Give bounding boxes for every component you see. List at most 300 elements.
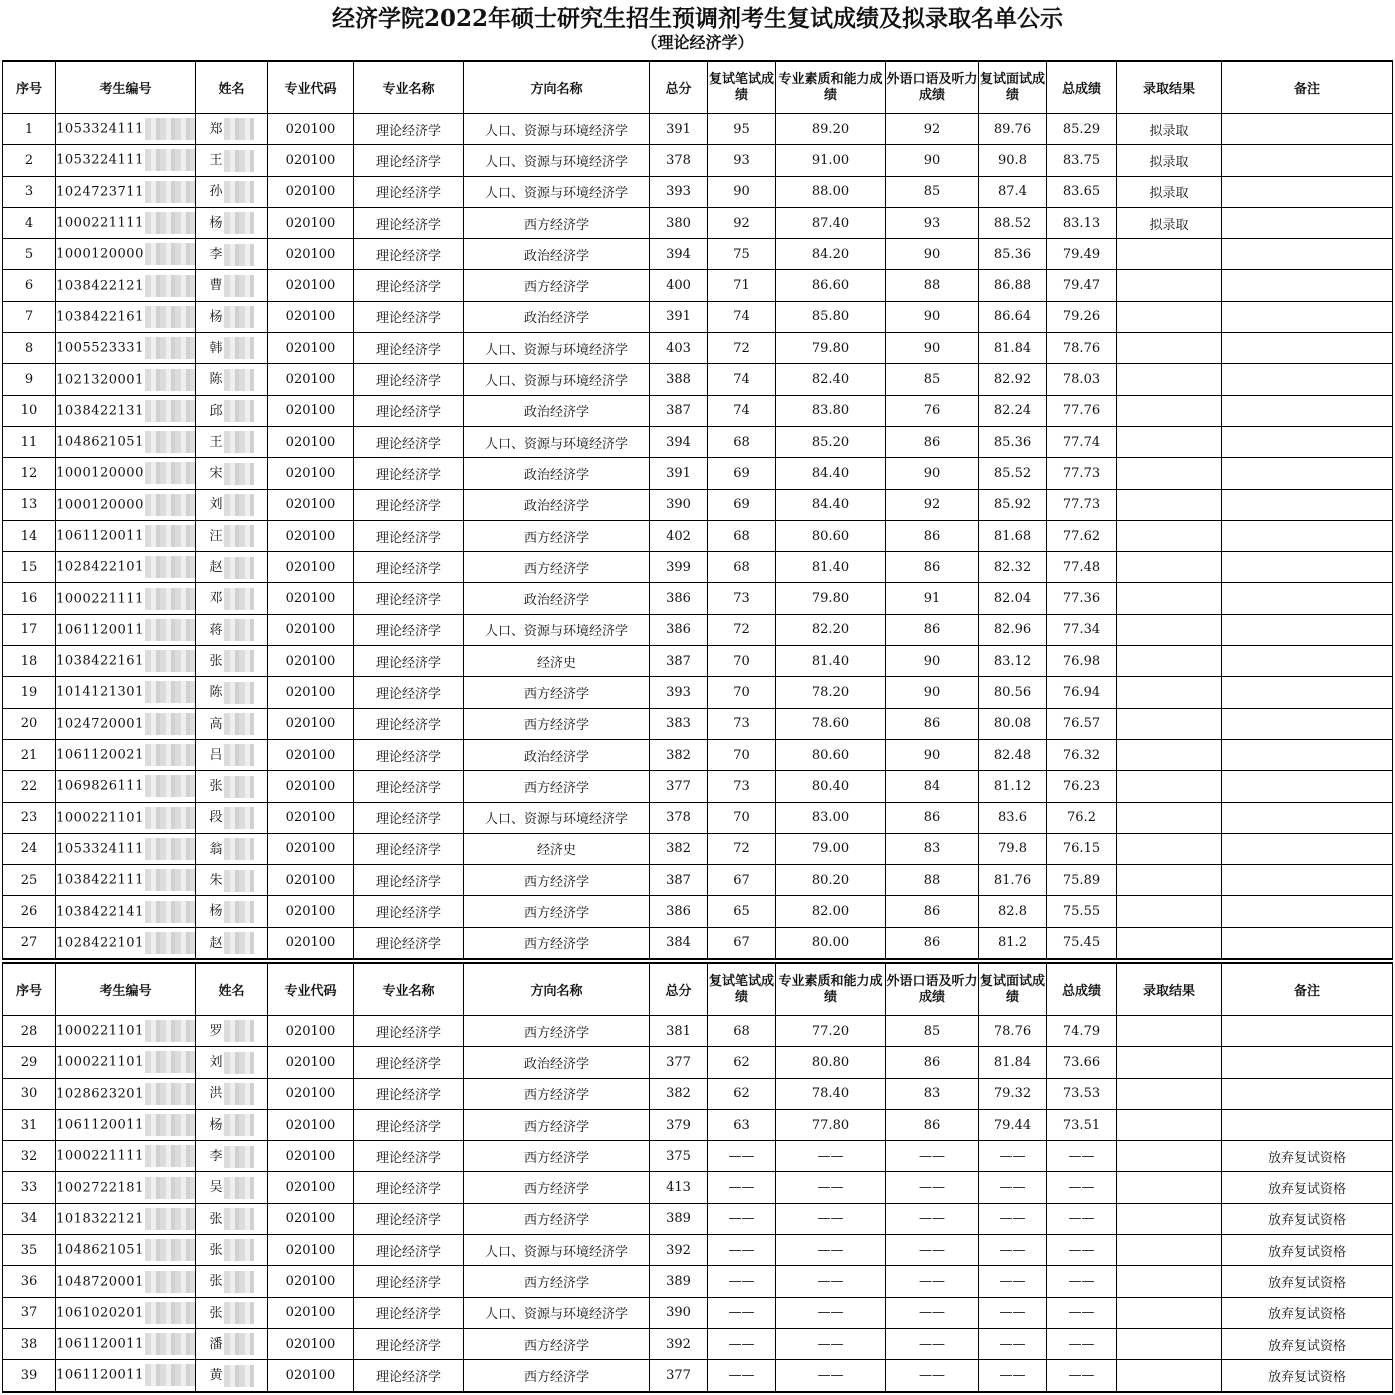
cell-total-score: 377 — [650, 771, 708, 802]
cell-major-code: 020100 — [268, 239, 354, 270]
redaction-mask — [224, 181, 254, 203]
cell-direction: 政治经济学 — [464, 239, 650, 270]
cell-ability-score: 80.20 — [776, 865, 886, 896]
table-row — [3, 896, 1393, 927]
header-row — [3, 963, 1393, 1016]
cell-direction: 人口、资源与环境经济学 — [464, 614, 650, 645]
cell-admission-result — [1117, 395, 1222, 426]
cell-oral-score: 85 — [886, 176, 979, 207]
cell-direction: 政治经济学 — [464, 395, 650, 426]
cell-total-score: 394 — [650, 239, 708, 270]
cell-major-name: 理论经济学 — [354, 833, 464, 864]
cell-interview-score: 81.76 — [979, 865, 1047, 896]
cell-major-code: 020100 — [268, 364, 354, 395]
cell-total-score: 392 — [650, 1235, 708, 1266]
cell-admission-result: 拟录取 — [1117, 207, 1222, 238]
cell-name: 郑 — [196, 114, 268, 145]
cell-total-score: 400 — [650, 270, 708, 301]
cell-direction: 人口、资源与环境经济学 — [464, 364, 650, 395]
cell-name: 李 — [196, 239, 268, 270]
cell-written-score: 70 — [708, 677, 776, 708]
cell-admission-result — [1117, 802, 1222, 833]
cell-ability-score: —— — [776, 1172, 886, 1203]
cell-major-code: 020100 — [268, 646, 354, 677]
cell-ability-score: 85.20 — [776, 426, 886, 457]
cell-major-code: 020100 — [268, 1047, 354, 1078]
cell-ability-score: 80.60 — [776, 520, 886, 551]
cell-oral-score: 90 — [886, 301, 979, 332]
cell-oral-score: 92 — [886, 114, 979, 145]
redaction-mask — [224, 369, 254, 391]
header-admission-result: 录取结果 — [1117, 963, 1222, 1016]
cell-final-score: 77.48 — [1047, 552, 1117, 583]
cell-name: 张 — [196, 1235, 268, 1266]
redaction-mask — [145, 1208, 195, 1230]
cell-written-score: —— — [708, 1235, 776, 1266]
redaction-mask — [145, 494, 195, 516]
redaction-mask — [145, 1333, 195, 1355]
cell-written-score: 70 — [708, 802, 776, 833]
cell-oral-score: 90 — [886, 458, 979, 489]
redaction-mask — [145, 1239, 195, 1261]
cell-admission-result — [1117, 677, 1222, 708]
cell-written-score: 73 — [708, 583, 776, 614]
cell-final-score: —— — [1047, 1360, 1117, 1392]
redaction-mask — [145, 1364, 195, 1386]
cell-seq: 6 — [3, 270, 56, 301]
cell-candidate-id: 1000120000 — [56, 239, 196, 270]
score-table-part-2 — [2, 962, 1393, 1393]
cell-name: 孙 — [196, 176, 268, 207]
cell-final-score: 76.57 — [1047, 708, 1117, 739]
cell-candidate-id: 1038422161 — [56, 646, 196, 677]
cell-interview-score: 78.76 — [979, 1016, 1047, 1047]
redaction-mask — [224, 650, 254, 672]
cell-candidate-id: 1038422131 — [56, 395, 196, 426]
cell-written-score: —— — [708, 1297, 776, 1328]
redaction-mask — [145, 1302, 195, 1324]
redaction-mask — [224, 212, 254, 234]
cell-candidate-id: 1048720001 — [56, 1266, 196, 1297]
redaction-mask — [145, 775, 195, 797]
cell-direction: 西方经济学 — [464, 1141, 650, 1172]
cell-major-code: 020100 — [268, 333, 354, 364]
cell-admission-result — [1117, 739, 1222, 770]
redaction-mask — [145, 1145, 195, 1167]
cell-major-name: 理论经济学 — [354, 145, 464, 176]
cell-seq: 1 — [3, 114, 56, 145]
header-final-score: 总成绩 — [1047, 61, 1117, 114]
cell-ability-score: 77.20 — [776, 1016, 886, 1047]
cell-remark — [1222, 833, 1393, 864]
cell-candidate-id: 1028422101 — [56, 927, 196, 959]
cell-total-score: 392 — [650, 1328, 708, 1359]
cell-direction: 西方经济学 — [464, 520, 650, 551]
header-direction: 方向名称 — [464, 61, 650, 114]
cell-total-score: 387 — [650, 865, 708, 896]
table-row — [3, 708, 1393, 739]
cell-seq: 37 — [3, 1297, 56, 1328]
cell-candidate-id: 1053324111 — [56, 114, 196, 145]
cell-seq: 19 — [3, 677, 56, 708]
table-row — [3, 677, 1393, 708]
cell-major-code: 020100 — [268, 771, 354, 802]
cell-total-score: 389 — [650, 1203, 708, 1234]
cell-total-score: 378 — [650, 145, 708, 176]
cell-oral-score: 93 — [886, 207, 979, 238]
redaction-mask — [224, 1208, 254, 1230]
cell-major-name: 理论经济学 — [354, 270, 464, 301]
cell-oral-score: 88 — [886, 270, 979, 301]
redaction-mask — [145, 1083, 195, 1105]
cell-seq: 25 — [3, 865, 56, 896]
cell-written-score: 73 — [708, 771, 776, 802]
cell-direction: 西方经济学 — [464, 1109, 650, 1140]
cell-seq: 16 — [3, 583, 56, 614]
cell-oral-score: 85 — [886, 364, 979, 395]
cell-interview-score: 87.4 — [979, 176, 1047, 207]
cell-name: 张 — [196, 771, 268, 802]
cell-major-code: 020100 — [268, 458, 354, 489]
cell-candidate-id: 1028623201 — [56, 1078, 196, 1109]
cell-final-score: 83.13 — [1047, 207, 1117, 238]
table-row — [3, 583, 1393, 614]
header-name: 姓名 — [196, 963, 268, 1016]
cell-major-code: 020100 — [268, 1141, 354, 1172]
cell-oral-score: 83 — [886, 833, 979, 864]
cell-written-score: 90 — [708, 176, 776, 207]
cell-seq: 8 — [3, 333, 56, 364]
cell-ability-score: —— — [776, 1360, 886, 1392]
cell-seq: 33 — [3, 1172, 56, 1203]
cell-direction: 西方经济学 — [464, 1328, 650, 1359]
redaction-mask — [224, 1365, 254, 1387]
cell-oral-score: 84 — [886, 771, 979, 802]
cell-final-score: —— — [1047, 1172, 1117, 1203]
cell-candidate-id: 1002722181 — [56, 1172, 196, 1203]
cell-interview-score: 88.52 — [979, 207, 1047, 238]
cell-direction: 人口、资源与环境经济学 — [464, 426, 650, 457]
cell-interview-score: 86.88 — [979, 270, 1047, 301]
cell-total-score: 382 — [650, 1078, 708, 1109]
cell-name: 高 — [196, 708, 268, 739]
cell-name: 杨 — [196, 896, 268, 927]
cell-interview-score: 81.2 — [979, 927, 1047, 959]
redaction-mask — [145, 149, 195, 171]
cell-interview-score: —— — [979, 1360, 1047, 1392]
cell-major-name: 理论经济学 — [354, 614, 464, 645]
cell-major-name: 理论经济学 — [354, 927, 464, 959]
cell-ability-score: 85.80 — [776, 301, 886, 332]
cell-remark — [1222, 176, 1393, 207]
redaction-mask — [145, 744, 195, 766]
cell-remark — [1222, 646, 1393, 677]
cell-remark: 放弃复试资格 — [1222, 1141, 1393, 1172]
cell-written-score: 92 — [708, 207, 776, 238]
cell-candidate-id: 1038422121 — [56, 270, 196, 301]
cell-final-score: 83.75 — [1047, 145, 1117, 176]
redaction-mask — [145, 181, 195, 203]
cell-remark — [1222, 364, 1393, 395]
cell-direction: 西方经济学 — [464, 1203, 650, 1234]
cell-total-score: 377 — [650, 1360, 708, 1392]
cell-final-score: 77.34 — [1047, 614, 1117, 645]
cell-candidate-id: 1014121301 — [56, 677, 196, 708]
cell-final-score: 77.73 — [1047, 458, 1117, 489]
cell-major-code: 020100 — [268, 520, 354, 551]
redaction-mask — [145, 1177, 195, 1199]
cell-total-score: 399 — [650, 552, 708, 583]
cell-candidate-id: 1061120021 — [56, 739, 196, 770]
cell-interview-score: 80.56 — [979, 677, 1047, 708]
cell-oral-score: 90 — [886, 739, 979, 770]
cell-candidate-id: 1024723711 — [56, 176, 196, 207]
cell-oral-score: 90 — [886, 646, 979, 677]
redaction-mask — [145, 650, 195, 672]
cell-remark — [1222, 270, 1393, 301]
cell-oral-score: 86 — [886, 520, 979, 551]
redaction-mask — [224, 1114, 254, 1136]
score-table-part-1 — [2, 60, 1393, 960]
cell-admission-result — [1117, 301, 1222, 332]
cell-seq: 14 — [3, 520, 56, 551]
cell-name: 洪 — [196, 1078, 268, 1109]
cell-oral-score: —— — [886, 1172, 979, 1203]
cell-name: 张 — [196, 646, 268, 677]
cell-ability-score: 78.40 — [776, 1078, 886, 1109]
cell-written-score: 62 — [708, 1078, 776, 1109]
cell-direction: 人口、资源与环境经济学 — [464, 1297, 650, 1328]
cell-admission-result — [1117, 1360, 1222, 1392]
cell-major-code: 020100 — [268, 583, 354, 614]
cell-major-code: 020100 — [268, 207, 354, 238]
cell-major-code: 020100 — [268, 614, 354, 645]
redaction-mask — [145, 337, 195, 359]
cell-written-score: 74 — [708, 395, 776, 426]
redaction-mask — [145, 1020, 195, 1042]
table-row — [3, 520, 1393, 551]
header-candidate-id: 考生编号 — [56, 963, 196, 1016]
cell-major-name: 理论经济学 — [354, 583, 464, 614]
page-subtitle: （理论经济学） — [641, 33, 754, 52]
cell-candidate-id: 1021320001 — [56, 364, 196, 395]
cell-seq: 2 — [3, 145, 56, 176]
cell-remark — [1222, 301, 1393, 332]
cell-major-name: 理论经济学 — [354, 301, 464, 332]
cell-total-score: 382 — [650, 739, 708, 770]
cell-total-score: 380 — [650, 207, 708, 238]
cell-candidate-id: 1018322121 — [56, 1203, 196, 1234]
cell-name: 宋 — [196, 458, 268, 489]
cell-admission-result — [1117, 1016, 1222, 1047]
table-row — [3, 1266, 1393, 1297]
cell-total-score: 387 — [650, 646, 708, 677]
table-row — [3, 1141, 1393, 1172]
cell-admission-result — [1117, 426, 1222, 457]
cell-oral-score: 76 — [886, 395, 979, 426]
cell-major-code: 020100 — [268, 833, 354, 864]
cell-name: 杨 — [196, 207, 268, 238]
redaction-mask — [224, 588, 254, 610]
cell-admission-result — [1117, 1172, 1222, 1203]
cell-admission-result — [1117, 1266, 1222, 1297]
cell-final-score: 76.98 — [1047, 646, 1117, 677]
cell-written-score: 70 — [708, 739, 776, 770]
cell-oral-score: —— — [886, 1360, 979, 1392]
redaction-mask — [224, 431, 254, 453]
cell-ability-score: 81.40 — [776, 552, 886, 583]
cell-remark — [1222, 583, 1393, 614]
cell-final-score: 73.51 — [1047, 1109, 1117, 1140]
cell-major-name: 理论经济学 — [354, 1235, 464, 1266]
cell-final-score: 77.73 — [1047, 489, 1117, 520]
redaction-mask — [145, 275, 195, 297]
cell-name: 曹 — [196, 270, 268, 301]
cell-direction: 西方经济学 — [464, 708, 650, 739]
cell-interview-score: 82.24 — [979, 395, 1047, 426]
cell-major-name: 理论经济学 — [354, 364, 464, 395]
cell-direction: 西方经济学 — [464, 552, 650, 583]
cell-interview-score: 90.8 — [979, 145, 1047, 176]
cell-final-score: 79.47 — [1047, 270, 1117, 301]
cell-remark — [1222, 677, 1393, 708]
cell-remark — [1222, 614, 1393, 645]
cell-oral-score: 90 — [886, 239, 979, 270]
header-final-score: 总成绩 — [1047, 963, 1117, 1016]
cell-admission-result: 拟录取 — [1117, 176, 1222, 207]
cell-major-code: 020100 — [268, 1297, 354, 1328]
cell-total-score: 386 — [650, 896, 708, 927]
table-row — [3, 1016, 1393, 1047]
header-name: 姓名 — [196, 61, 268, 114]
cell-seq: 29 — [3, 1047, 56, 1078]
cell-seq: 7 — [3, 301, 56, 332]
cell-seq: 34 — [3, 1203, 56, 1234]
cell-final-score: —— — [1047, 1328, 1117, 1359]
cell-final-score: 77.36 — [1047, 583, 1117, 614]
cell-major-name: 理论经济学 — [354, 771, 464, 802]
cell-direction: 人口、资源与环境经济学 — [464, 176, 650, 207]
redaction-mask — [224, 337, 254, 359]
cell-candidate-id: 1000120000 — [56, 458, 196, 489]
cell-total-score: 382 — [650, 833, 708, 864]
cell-major-code: 020100 — [268, 896, 354, 927]
redaction-mask — [145, 556, 195, 578]
cell-oral-score: 86 — [886, 1047, 979, 1078]
cell-remark — [1222, 333, 1393, 364]
table-row — [3, 145, 1393, 176]
cell-direction: 西方经济学 — [464, 1172, 650, 1203]
cell-total-score: 377 — [650, 1047, 708, 1078]
redaction-mask — [224, 619, 254, 641]
cell-major-name: 理论经济学 — [354, 1328, 464, 1359]
cell-candidate-id: 1000120000 — [56, 489, 196, 520]
redaction-mask — [145, 243, 195, 265]
cell-written-score: 74 — [708, 364, 776, 395]
cell-interview-score: 81.12 — [979, 771, 1047, 802]
redaction-mask — [224, 275, 254, 297]
redaction-mask — [224, 870, 254, 892]
cell-direction: 西方经济学 — [464, 677, 650, 708]
cell-written-score: —— — [708, 1203, 776, 1234]
cell-candidate-id: 1000221101 — [56, 1047, 196, 1078]
cell-ability-score: 84.40 — [776, 458, 886, 489]
cell-oral-score: 86 — [886, 927, 979, 959]
cell-remark — [1222, 207, 1393, 238]
cell-candidate-id: 1053324111 — [56, 833, 196, 864]
header-major-code: 专业代码 — [268, 61, 354, 114]
cell-ability-score: 88.00 — [776, 176, 886, 207]
redaction-mask — [224, 807, 254, 829]
cell-major-code: 020100 — [268, 677, 354, 708]
cell-interview-score: 89.76 — [979, 114, 1047, 145]
redaction-mask — [224, 557, 254, 579]
cell-name: 张 — [196, 1266, 268, 1297]
cell-name: 汪 — [196, 520, 268, 551]
cell-candidate-id: 1048621051 — [56, 426, 196, 457]
cell-major-name: 理论经济学 — [354, 708, 464, 739]
redaction-mask — [145, 1271, 195, 1293]
cell-interview-score: —— — [979, 1203, 1047, 1234]
cell-direction: 西方经济学 — [464, 1078, 650, 1109]
redaction-mask — [145, 462, 195, 484]
cell-candidate-id: 1000221101 — [56, 802, 196, 833]
cell-remark — [1222, 426, 1393, 457]
table-row — [3, 301, 1393, 332]
cell-final-score: 83.65 — [1047, 176, 1117, 207]
cell-interview-score: 81.84 — [979, 1047, 1047, 1078]
redaction-mask — [224, 1333, 254, 1355]
cell-major-name: 理论经济学 — [354, 1141, 464, 1172]
cell-written-score: 68 — [708, 520, 776, 551]
cell-final-score: 73.66 — [1047, 1047, 1117, 1078]
cell-candidate-id: 1005523331 — [56, 333, 196, 364]
cell-interview-score: —— — [979, 1172, 1047, 1203]
cell-major-name: 理论经济学 — [354, 114, 464, 145]
table-row — [3, 1172, 1393, 1203]
cell-major-code: 020100 — [268, 927, 354, 959]
cell-final-score: 76.94 — [1047, 677, 1117, 708]
redaction-mask — [224, 1177, 254, 1199]
cell-candidate-id: 1038422161 — [56, 301, 196, 332]
cell-major-code: 020100 — [268, 1172, 354, 1203]
table-row — [3, 489, 1393, 520]
redaction-mask — [145, 1114, 195, 1136]
cell-remark — [1222, 489, 1393, 520]
table-row — [3, 739, 1393, 770]
cell-ability-score: —— — [776, 1203, 886, 1234]
cell-major-name: 理论经济学 — [354, 1266, 464, 1297]
cell-written-score: —— — [708, 1328, 776, 1359]
cell-major-code: 020100 — [268, 802, 354, 833]
cell-total-score: 375 — [650, 1141, 708, 1172]
cell-remark — [1222, 771, 1393, 802]
cell-written-score: 65 — [708, 896, 776, 927]
cell-seq: 21 — [3, 739, 56, 770]
cell-ability-score: 78.20 — [776, 677, 886, 708]
cell-interview-score: 82.96 — [979, 614, 1047, 645]
cell-final-score: 77.76 — [1047, 395, 1117, 426]
cell-total-score: 383 — [650, 708, 708, 739]
cell-name: 段 — [196, 802, 268, 833]
redaction-mask — [224, 400, 254, 422]
cell-total-score: 393 — [650, 677, 708, 708]
cell-final-score: 75.89 — [1047, 865, 1117, 896]
cell-seq: 36 — [3, 1266, 56, 1297]
cell-oral-score: 85 — [886, 1016, 979, 1047]
cell-admission-result — [1117, 270, 1222, 301]
cell-interview-score: 81.68 — [979, 520, 1047, 551]
